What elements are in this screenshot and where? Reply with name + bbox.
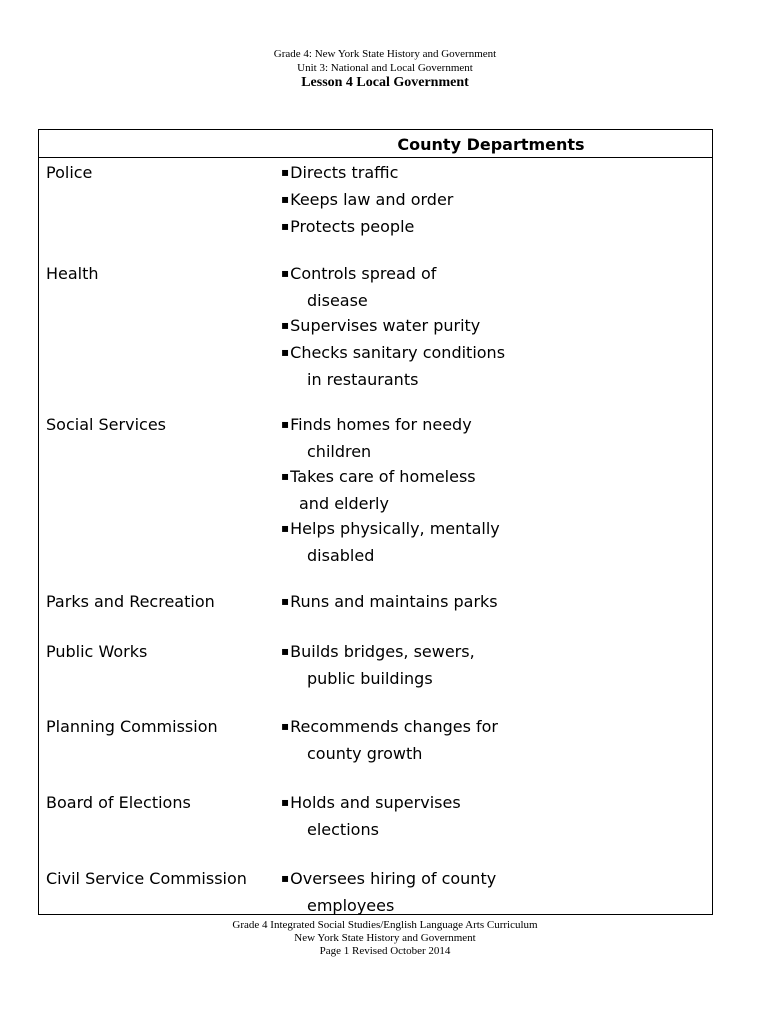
- bullet-continuation: in restaurants: [307, 370, 419, 389]
- bullet-item: ▪ Supervises water purity: [281, 313, 505, 340]
- dept-duties-civil-service-commission: [281, 866, 496, 918]
- header-unit-line: Unit 3: National and Local Government: [297, 62, 473, 74]
- bullet-continuation: and elderly: [299, 494, 389, 513]
- bullet-continuation: disease: [307, 291, 368, 310]
- dept-duties-planning-commission: [281, 714, 498, 766]
- bullet-item: ▪ Protects people: [281, 214, 453, 241]
- dept-duties-social-services: [281, 412, 500, 568]
- lesson-title: Lesson 4 Local Government: [301, 75, 469, 90]
- dept-name-planning-commission: Planning Commission: [46, 717, 218, 736]
- bullet-item: ▪ Controls spread of: [281, 261, 505, 288]
- dept-duties-parks-and-recreation: [281, 589, 498, 616]
- bullet-continuation: children: [307, 442, 372, 461]
- page-footer: [0, 919, 770, 958]
- table-title: County Departments: [397, 135, 585, 154]
- bullet-continuation: county growth: [307, 744, 423, 763]
- dept-name-civil-service-commission: Civil Service Commission: [46, 869, 247, 888]
- footer-course-line: New York State History and Government: [294, 932, 476, 944]
- bullet-item: ▪ Oversees hiring of county: [281, 866, 496, 893]
- dept-duties-public-works: [281, 639, 475, 691]
- bullet-item: ▪ Holds and supervises: [281, 790, 461, 817]
- header-grade-line: Grade 4: New York State History and Government: [273, 48, 497, 60]
- table-header-row: [39, 130, 712, 158]
- bullet-item: ▪ Builds bridges, sewers,: [281, 639, 475, 666]
- page-header: [0, 47, 770, 91]
- bullet-continuation: elections: [307, 820, 379, 839]
- dept-name-board-of-elections: Board of Elections: [46, 793, 191, 812]
- bullet-continuation: employees: [307, 896, 395, 915]
- county-departments-table: [38, 129, 713, 915]
- dept-name-health: Health: [46, 264, 99, 283]
- bullet-item: ▪ Keeps law and order: [281, 187, 453, 214]
- dept-name-parks-and-recreation: Parks and Recreation: [46, 592, 215, 611]
- footer-page-line: Page 1 Revised October 2014: [319, 945, 451, 957]
- footer-curriculum-line: Grade 4 Integrated Social Studies/English Language Arts Curriculum: [232, 919, 538, 931]
- dept-duties-board-of-elections: [281, 790, 461, 842]
- bullet-item: ▪ Directs traffic: [281, 160, 453, 187]
- bullet-item: ▪ Checks sanitary conditions: [281, 340, 505, 367]
- bullet-continuation: disabled: [307, 546, 375, 565]
- dept-duties-police: [281, 160, 453, 241]
- bullet-item: ▪ Runs and maintains parks: [281, 589, 498, 616]
- dept-duties-health: [281, 261, 505, 392]
- dept-name-police: Police: [46, 163, 93, 182]
- bullet-item: ▪ Recommends changes for: [281, 714, 498, 741]
- bullet-continuation: public buildings: [307, 669, 433, 688]
- bullet-item: ▪ Takes care of homeless: [281, 464, 500, 491]
- bullet-item: ▪ Helps physically, mentally: [281, 516, 500, 543]
- dept-name-public-works: Public Works: [46, 642, 148, 661]
- bullet-item: ▪ Finds homes for needy: [281, 412, 500, 439]
- dept-name-social-services: Social Services: [46, 415, 166, 434]
